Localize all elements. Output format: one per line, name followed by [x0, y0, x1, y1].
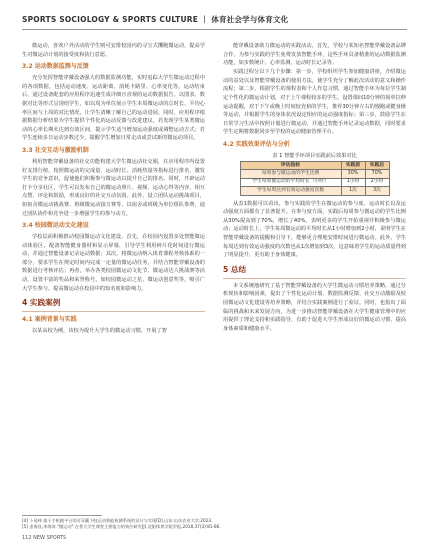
- subsection-3-2-title: 3.2 运动数据监测与反馈: [22, 63, 89, 71]
- results-table: [240, 161, 390, 196]
- table-header-cell: 评估指标: [240, 162, 341, 170]
- table-header-cell: 实践前: [341, 162, 365, 170]
- table-cell: 每周参与微运动的学生比例: [240, 170, 341, 178]
- running-header: [22, 14, 407, 28]
- paragraph-4-1-steps: 实践过程分以下几个步骤：第一步，学校组织学生参加健康讲座，介绍微运动的益处以及智能穿戴设备的使用方法，使学生充分了解此次活动的意义和操作流程；第二步，根据学生的课程表和个人作息习惯，通过智能手环为每位学生制定个性化的微运动计划，对于上午课程较多的学生，设置课间10分钟的简单拉伸运动提醒，对于下午或晚上时间较充裕的学生，推荐30分钟左右的慢跑或健身操等运动，并根据学生的身体状况设定相应的运动强度指标；第三步，鼓励学生在日常学习生活中按照计划进行微运动，并通过智能手环记录运动数据，同时要求学生定期将数据同步至学校的运动健康管理平台。: [223, 69, 406, 136]
- table-row: [240, 178, 389, 186]
- subsection-4-1-title: 4.1 案例背景与实践: [22, 316, 77, 324]
- table-cell: 2小时: [365, 178, 389, 186]
- magazine-name: NEW SPORTS: [33, 535, 67, 541]
- section-5-rule: [223, 278, 406, 279]
- section-5-title: 5 总结: [223, 264, 247, 274]
- subsection-3-4-title: 3.4 校园微运动文化建设: [22, 222, 89, 230]
- page-number: 112: [22, 535, 32, 541]
- table-header-cell: 实践后: [365, 162, 389, 170]
- footnotes: [22, 515, 407, 531]
- header-rule: [22, 29, 407, 30]
- footnote-4: [4] 卜易林.基于手机跑平台的可穿戴下肢运动智能检测系统的设计与实现[D].山东:山东农业大学,2023.: [22, 517, 213, 523]
- table-row: [240, 187, 389, 195]
- paragraph-5: 本文系统地研究了基于智能穿戴设备的大学生微运动习惯培养策略，通过分析现状和影响因素，提出了个性化运动计划、数据监测反馈、社交互动激励及校园微运动文化建设等培养策略，并结合实践案例进行了验证。同时，也指出了面临的挑战和未来发展方向，为进一步推动智能穿戴设备在大学生健康管理中的应用提供了理论支持和实践指导，有助于促进大学生形成良好的微运动习惯，提高身体素质和健康水平。: [223, 282, 406, 332]
- section-4-title: 4 实践案例: [22, 298, 61, 308]
- table-header-row: [240, 162, 389, 170]
- paragraph-3-2: 充分发挥智能穿戴设备强大的数据监测功能，实时追踪大学生微运动过程中的各项数据，包括运动速度、运动距离、消耗卡路里、心率变化等。运动结束后，通过设备配套的应用程序迅速生成详细且直观的运动数据报告。以图表、数据对比等形式呈现给学生，如以周为单位展示学生本周微运动的总时长、平均心率区间与上周的对比情况，让学生清晰了解自己的运动进展。同时，应用程序根据数据分析结果为学生提供个性化的运动反馈与改进建议，若发现学生某类微运动的心率长期未达到有效区间，提示学生适当增加运动强度或调整运动方式；若学生连续多日运动步数过少，提醒学生增加日常走动或尝试新的微运动项目。: [22, 75, 205, 142]
- section-4-rule: [22, 311, 205, 312]
- paragraph-3-4: 学校层面积极推动校园微运动文化建设。首先，在校园内设置多处智能微运动体验区，配备智能健身器材和显示屏幕，引导学生利用碎片化时间进行微运动，并通过智能设备记录运动数据；其次，将微运动纳入体育课程考核体系的一部分，要求学生在规定时间内完成一定量的微运动任务，并结合智能穿戴设备的数据进行考核评估；再者，举办各类校园微运动文化节、微运动达人挑战赛等活动，设置丰富的奖品和荣誉称号，如校园微运动之星、微运动创意奖等，吸引广大学生参与，提高微运动在校园中的知名度和影响力。: [22, 234, 205, 292]
- subsection-3-3-title: 3.3 社交互动与激励机制: [22, 146, 89, 154]
- left-column: [22, 42, 205, 512]
- paragraph-4-1: 以某高校为例，该校为提升大学生的微运动习惯，开展了智: [32, 328, 167, 335]
- paragraph-intro: 微运动，喜欢户外活动的学生则可安排校园内的寻宝式攫跑微运动，提高学生对微运动计划的接受度和执行意愿。: [22, 43, 205, 58]
- table-cell: 学生每周微运动的平均时长（小时）: [240, 178, 341, 186]
- paragraph-3-3: 利用智能穿戴设备的社交功能构建大学生微运动社交圈，在应用程序内设置好友排行榜，按照微运动的完成量、运动时长、消耗热量等指标进行排名，激发学生的竞争意识，促使他们积极参与微运动以提升自己的排名。同时，开辟运动打卡分享社区，学生可以发布自己的微运动照片、视频、运动心得等内容，相互点赞、评论和鼓励，形成良好的社交互动氛围。此外，设立团队运动挑战项目，如宿舍微运动挑战赛、班级微运动接力赛等，以宿舍或班级为单位组队参赛，通过团队协作和竞争进一步增强学生的参与动力。: [22, 158, 205, 217]
- paragraph-4-1-cont: 能穿戴设备助力微运动的实践活动。首先，学校与某知名智能穿戴设备品牌合作，为参与实践的学生免费发放智能手环，这些手环具备精准的运动数据监测功能，如步数统计、心率监测、运动时长记录等。: [223, 43, 406, 67]
- footnote-rule: [22, 515, 102, 516]
- subsection-4-2-title: 4.2 实践效果评估与分析: [223, 141, 290, 149]
- table-cell: 30%: [341, 170, 365, 178]
- table-cell: 3次: [365, 187, 389, 195]
- header-title: SPORTS SOCIOLOGY & SPORTS CULTURE ｜ 体育社会学与体育文化: [22, 15, 289, 24]
- table-cell: 1次: [341, 187, 365, 195]
- table-cell: 学生每周达到有效运动强度次数: [240, 187, 341, 195]
- table-cell: 1小时: [341, 178, 365, 186]
- table-cell: 70%: [365, 170, 389, 178]
- paragraph-4-2: 从表1数据可以看出，参与实践的学生在微运动的参与度、运动时长以及运动强度方面都有了显著提升。在参与度方面，实践后每周参与微运动的学生比例从30%提高到了70%，增长了40%，表明更多的学生开始重视并积极参与微运动；运动时长上，学生每周微运动的平均时长从1小时增加到2小时，说明学生在智能穿戴设备的提醒和引导下，能够更合理地安排时间进行微运动。此外，学生每周达到有效运动强度的次数也从1次增加到3次，这意味着学生的运动质量得到了明显提升，更有助于身体健康。: [223, 200, 406, 259]
- page-footer: [22, 535, 66, 541]
- table-caption: 表 1 智能手环项目实践前后效果对比: [272, 153, 357, 160]
- right-column: [223, 42, 406, 512]
- footnote-5: [5] 金海良,李海涛."微运动" 在普大学生课堂主要能力的效应研究[J].沈阳体育学院学报,2018,37(3):81-86.: [22, 524, 221, 530]
- table-row: [240, 170, 389, 178]
